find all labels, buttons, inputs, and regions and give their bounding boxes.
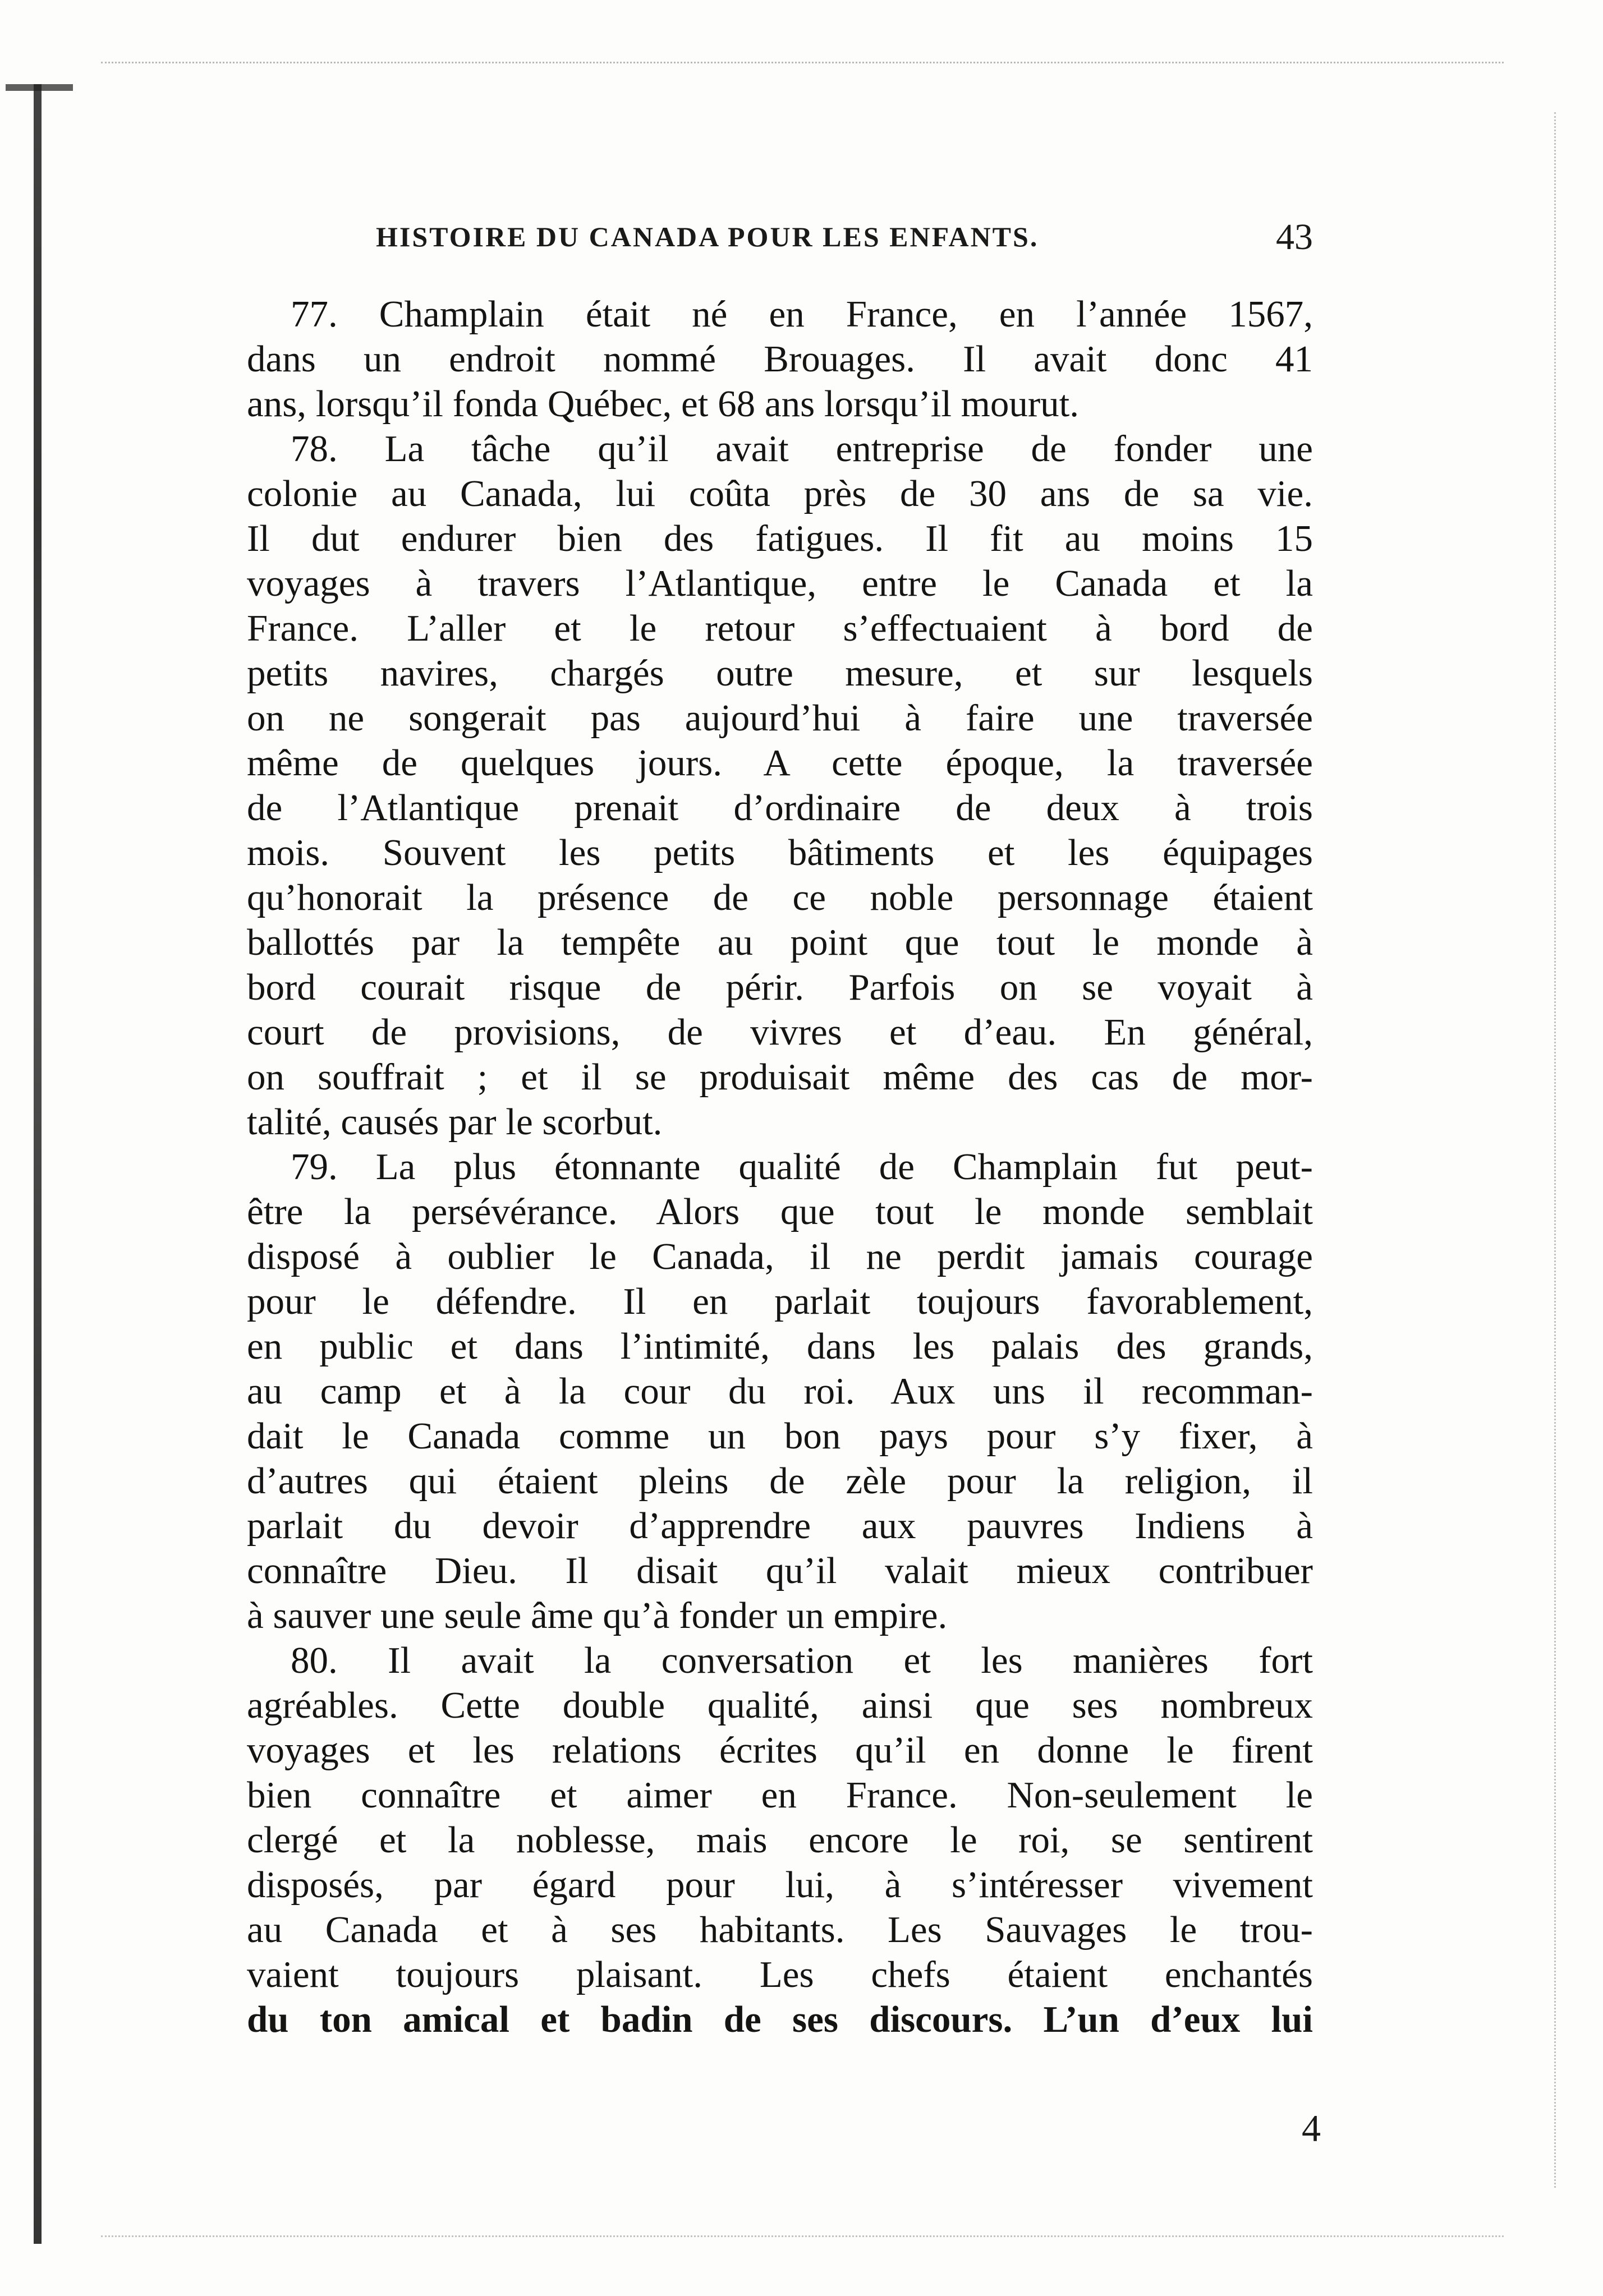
text-line: qu’honorait la présence de ce noble personnage étaient	[247, 877, 1313, 918]
signature-mark: 4	[1302, 2107, 1321, 2150]
text-line: bien connaître et aimer en France. Non-seulement le	[247, 1774, 1313, 1816]
text-line: on ne songerait pas aujourd’hui à faire une traversée	[247, 697, 1313, 739]
text-line: parlait du devoir d’apprendre aux pauvres Indiens à	[247, 1505, 1313, 1547]
text-line: mois. Souvent les petits bâtiments et les équipages	[247, 832, 1313, 873]
text-line: au camp et à la cour du roi. Aux uns il recomman-	[247, 1370, 1313, 1412]
text-line: on souffrait ; et il se produisait même des cas de mor-	[247, 1056, 1313, 1098]
text-line: voyages à travers l’Atlantique, entre le Canada et la	[247, 563, 1313, 604]
text-line: 80. Il avait la conversation et les manières fort	[291, 1640, 1313, 1681]
text-line: disposé à oublier le Canada, il ne perdit jamais courage	[247, 1236, 1313, 1277]
page-edge-top	[101, 62, 1504, 63]
paragraph-77	[247, 292, 1313, 426]
text-line: Il dut endurer bien des fatigues. Il fit au moins 15	[247, 518, 1313, 559]
text-line: talité, causés par le scorbut.	[247, 1101, 663, 1143]
page-edge-right	[1554, 112, 1556, 2188]
text-line: colonie au Canada, lui coûta près de 30 ans de sa vie.	[247, 473, 1313, 514]
text-line: 78. La tâche qu’il avait entreprise de fonder une	[291, 428, 1313, 470]
text-line: court de provisions, de vivres et d’eau. En général,	[247, 1011, 1313, 1053]
body-text	[247, 292, 1313, 2042]
paragraph-78	[247, 426, 1313, 1144]
text-line: ans, lorsqu’il fonda Québec, et 68 ans lorsqu’il mourut.	[247, 383, 1079, 425]
text-line: 79. La plus étonnante qualité de Champlain fut peut-	[291, 1146, 1313, 1188]
text-line: au Canada et à ses habitants. Les Sauvages le trou-	[247, 1909, 1313, 1950]
text-line: ballottés par la tempête au point que tout le monde à	[247, 922, 1313, 963]
running-title: HISTOIRE DU CANADA POUR LES ENFANTS.	[376, 221, 1039, 252]
paragraph-80	[247, 1638, 1313, 2042]
text-line: dans un endroit nommé Brouages. Il avait donc 41	[247, 338, 1313, 380]
text-line: être la persévérance. Alors que tout le monde semblait	[247, 1191, 1313, 1232]
text-line: connaître Dieu. Il disait qu’il valait mieux contribuer	[247, 1550, 1313, 1591]
text-line: 77. Champlain était né en France, en l’année 1567,	[291, 293, 1313, 335]
text-line: France. L’aller et le retour s’effectuaient à bord de	[247, 608, 1313, 649]
text-line: voyages et les relations écrites qu’il en donne le firent	[247, 1729, 1313, 1771]
page-number: 43	[1276, 217, 1313, 257]
text-line: agréables. Cette double qualité, ainsi que ses nombreux	[247, 1685, 1313, 1726]
text-line: même de quelques jours. A cette époque, la traversée	[247, 742, 1313, 784]
text-line: pour le défendre. Il en parlait toujours favorablement,	[247, 1281, 1313, 1322]
text-line: en public et dans l’intimité, dans les palais des grands,	[247, 1326, 1313, 1367]
text-line: disposés, par égard pour lui, à s’intéresser vivement	[247, 1864, 1313, 1906]
binding-edge	[34, 84, 42, 2244]
page-edge-bottom	[101, 2235, 1504, 2237]
text-line: clergé et la noblesse, mais encore le roi, se sentirent	[247, 1819, 1313, 1861]
text-line: petits navires, chargés outre mesure, et sur lesquels	[247, 652, 1313, 694]
page-header	[247, 216, 1313, 266]
text-line: de l’Atlantique prenait d’ordinaire de deux à trois	[247, 787, 1313, 829]
text-line: à sauver une seule âme qu’à fonder un empire.	[247, 1595, 948, 1636]
text-line: dait le Canada comme un bon pays pour s’y fixer, à	[247, 1415, 1313, 1457]
text-line: d’autres qui étaient pleins de zèle pour la religion, il	[247, 1460, 1313, 1502]
text-line: du ton amical et badin de ses discours. L’un d’eux lui	[247, 1999, 1313, 2040]
text-line: vaient toujours plaisant. Les chefs étaient enchantés	[247, 1954, 1313, 1995]
text-line: bord courait risque de périr. Parfois on se voyait à	[247, 967, 1313, 1008]
paragraph-79	[247, 1144, 1313, 1638]
